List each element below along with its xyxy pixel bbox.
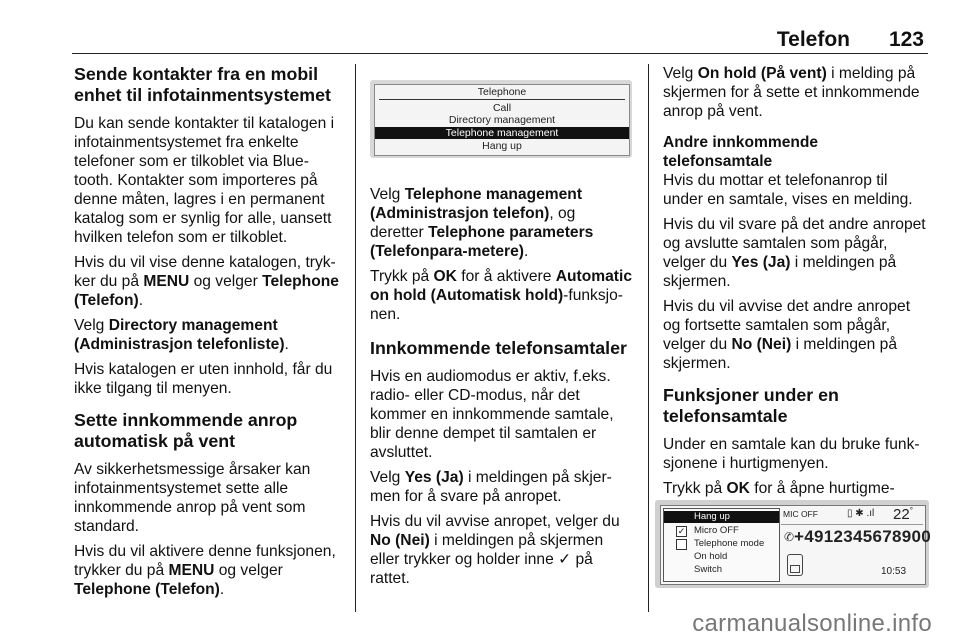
quick-menu xyxy=(663,508,780,582)
paragraph: Velg On hold (På vent) i melding på skjermen for å sette et innkommende anrop på vent. xyxy=(663,65,920,120)
header-rule xyxy=(72,53,928,54)
paragraph: Hvis katalogen er uten innhold, får du ikke tilgang til menyen. xyxy=(74,361,333,397)
paragraph: Under en samtale kan du bruke funk-sjonene i hurtigmenyen. xyxy=(663,436,920,472)
temperature: 22° xyxy=(893,506,913,523)
paragraph: Hvis du vil avvise anropet, velger du No (Nei) i meldingen på skjermen eller trykker og holder inne ✓ på rattet. xyxy=(370,513,620,587)
mobile-device-icon xyxy=(787,554,803,576)
menu-divider xyxy=(379,99,625,100)
phone-number: +4912345678900 xyxy=(794,527,932,546)
paragraph: Trykk på OK for å åpne hurtigme- xyxy=(663,480,895,497)
paragraph: Du kan sende kontakter til katalogen i infotainmentsystemet fra enkelte telefoner som er tilkoblet via Blue-tooth. Kontakter som importeres på denne måten, lagres i en permanent katalog som er synlig for alle, uansett hvilken telefon som er tilkoblet. xyxy=(74,115,335,246)
heading-functions-during-call: Funksjoner under en telefonsamtale xyxy=(663,385,839,426)
quick-menu-item: Hang up xyxy=(664,511,779,523)
telephone-menu-screenshot xyxy=(370,80,632,158)
menu-item-telephone-management: Telephone management xyxy=(375,127,629,139)
watermark: carmanualsonline.info xyxy=(692,610,932,637)
quick-menu-item: Switch xyxy=(694,564,722,575)
heading-auto-hold: Sette innkommende anrop automatisk på vent xyxy=(74,410,298,451)
heading-incoming-calls: Innkommende telefonsamtaler xyxy=(370,338,627,358)
menu-title: Telephone xyxy=(477,86,527,98)
column-divider-1 xyxy=(355,64,356,612)
heading-second-call: Andre innkommende telefonsamtale xyxy=(663,134,819,170)
paragraph: Hvis du vil svare på det andre anropet og avslutte samtalen som pågår, velger du Yes (Ja) i meldingen på skjermen. xyxy=(663,216,926,290)
divider xyxy=(781,524,923,525)
paragraph: Hvis du vil aktivere denne funksjonen, trykker du på MENU og velger Telephone (Telefon). xyxy=(74,543,336,598)
paragraph: Hvis en audiomodus er aktiv, f.eks. radio- eller CD-modus, når det kommer en innkommende samtale, blir denne dempet til samtalen er avsluttet. xyxy=(370,368,614,461)
paragraph: Velg Directory management (Administrasjon telefonliste). xyxy=(74,317,289,353)
column-3 xyxy=(663,64,927,523)
page-title: Telefon xyxy=(776,28,850,51)
column-1 xyxy=(74,64,340,605)
quick-menu-item: On hold xyxy=(694,551,728,562)
column-2 xyxy=(370,185,632,594)
quick-menu-item: ✓ Micro OFF xyxy=(677,525,739,536)
quick-menu-item: Telephone mode xyxy=(664,538,779,550)
mic-status: MIC OFF xyxy=(783,509,818,519)
signal-icon: ▯ ✱ .ıl xyxy=(847,508,875,519)
paragraph: Hvis du vil vise denne katalogen, tryk-ker du på MENU og velger Telephone (Telefon). xyxy=(74,254,339,309)
column-divider-2 xyxy=(648,64,649,612)
checkbox-checked-icon: ✓ xyxy=(677,526,686,536)
paragraph: Av sikkerhetsmessige årsaker kan infotainmentsystemet sette alle innkommende anrop på vent som standard. xyxy=(74,461,311,535)
in-call-screenshot xyxy=(655,500,932,588)
menu-item-call: Call xyxy=(492,102,512,114)
paragraph: Hvis du mottar et telefonanrop til under en samtale, vises en melding. xyxy=(663,172,913,208)
footer xyxy=(0,610,960,642)
menu-item-hang-up: Hang up xyxy=(482,140,522,152)
heading-send-contacts: Sende kontakter fra en mobil enhet til infotainmentsystemet xyxy=(74,64,331,105)
paragraph: Hvis du vil avvise det andre anropet og fortsette samtalen som pågår, velger du No (Nei) i meldingen på skjermen. xyxy=(663,298,911,372)
paragraph: Trykk på OK for å aktivere Automatic on hold (Automatisk hold)-funksjo-nen. xyxy=(370,268,632,323)
phone-icon: ✆ xyxy=(784,530,795,544)
paragraph: Velg Telephone management (Administrasjon telefon), og deretter Telephone parameters (Telefonpara-metere). xyxy=(370,186,594,260)
page-header xyxy=(0,24,960,54)
page-number: 123 xyxy=(888,28,924,51)
paragraph: Velg Yes (Ja) i meldingen på skjer-men for å svare på anropet. xyxy=(370,469,612,505)
call-time: 10:53 xyxy=(881,566,907,577)
menu-item-directory: Directory management xyxy=(448,114,556,126)
checkbox-icon xyxy=(676,539,687,550)
